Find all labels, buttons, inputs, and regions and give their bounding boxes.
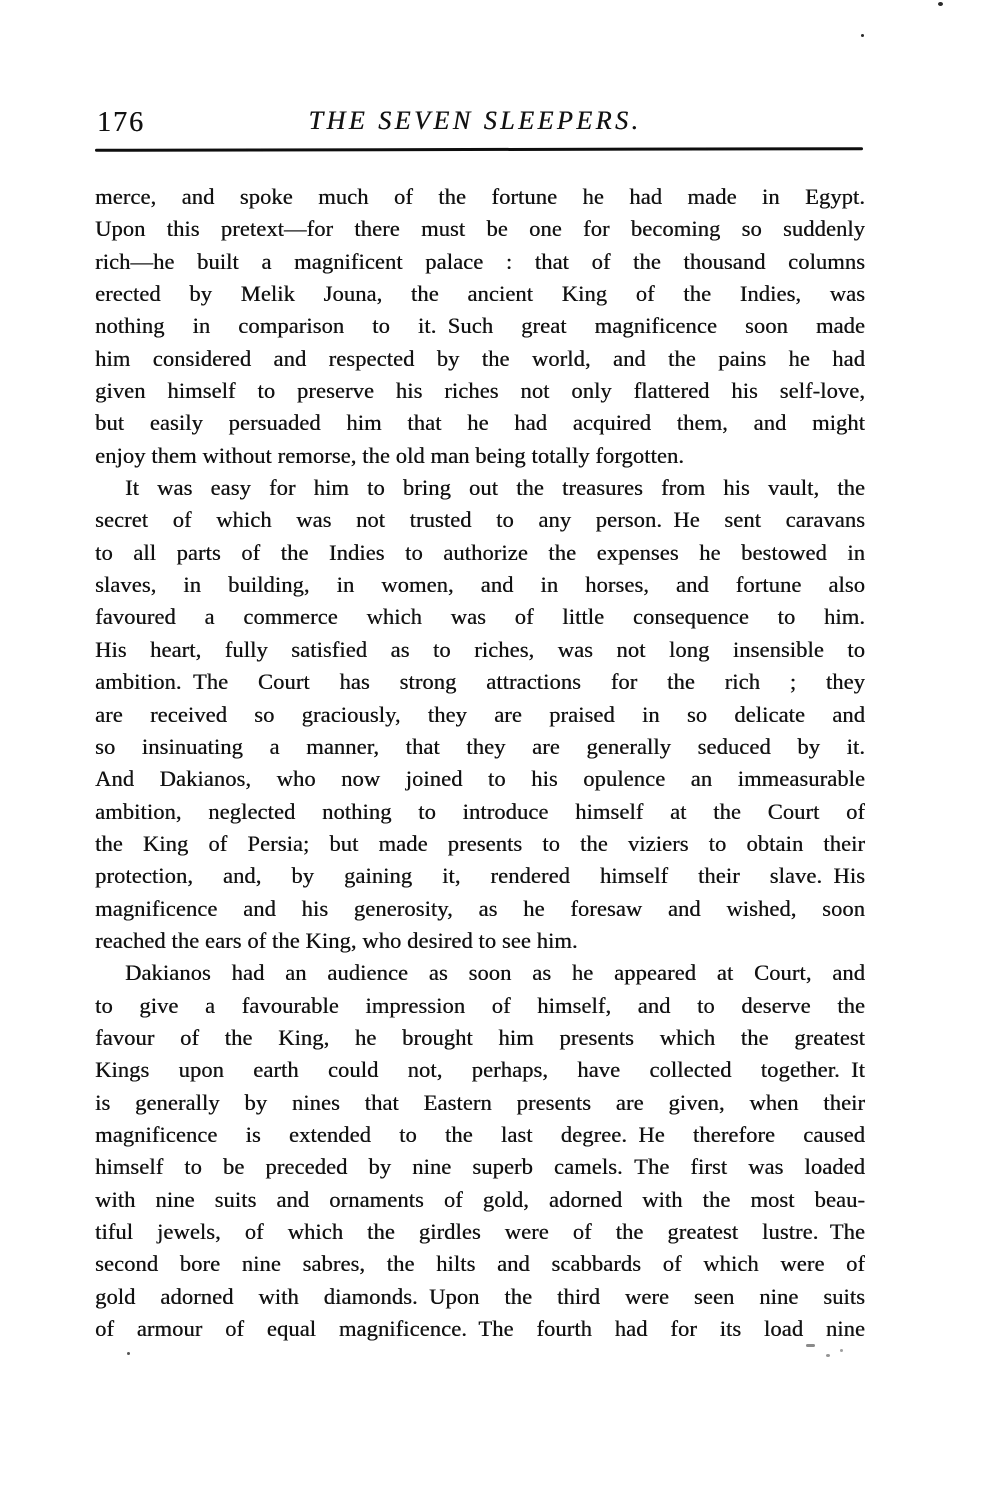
text-line: ambition. The Court has strong attractions for the rich ; they [95,669,865,695]
text-line: is generally by nines that Eastern presents are given, when their [95,1089,865,1115]
text-line: himself to be preceded by nine superb camels. The first was loaded [95,1154,865,1180]
text-line: It was easy for him to bring out the treasures from his vault, the [125,475,865,501]
text-line: magnificence and his generosity, as he foresaw and wished, soon [95,895,865,921]
text-line: secret of which was not trusted to any person. He sent caravans [95,507,865,533]
text-line: tiful jewels, of which the girdles were of the greatest lustre. The [95,1219,865,1244]
text-line: ambition, neglected nothing to introduce himself at the Court of [95,798,865,824]
text-line: so insinuating a manner, that they are generally seduced by it. [95,733,865,759]
scan-speck [826,1354,830,1357]
text-line: His heart, fully satisfied as to riches, was not long insensible to [95,636,865,662]
text-line: magnificence is extended to the last degree. He therefore caused [95,1121,865,1147]
text-line: slaves, in building, in women, and in horses, and fortune also [95,572,865,598]
text-line: reached the ears of the King, who desired to see him. [95,927,578,953]
scan-speck [938,2,943,6]
header-rule [95,147,863,152]
text-line: enjoy them without remorse, the old man being totally forgotten. [95,442,684,468]
scan-speck [840,1349,843,1352]
scan-speck [127,1352,130,1355]
text-line: Upon this pretext—for there must be one for becoming so suddenly [95,216,865,242]
page-header [95,103,865,145]
text-line: favoured a commerce which was of little consequence to him. [95,604,865,630]
scan-speck [806,1344,815,1347]
text-line: nothing in comparison to it. Such great magnificence soon made [95,313,865,339]
text-line: given himself to preserve his riches not only flattered his self-love, [95,378,865,404]
text-line: to give a favourable impression of himself, and to deserve the [95,992,865,1018]
text-line: favour of the King, he brought him presents which the greatest [95,1024,865,1050]
text-line: of armour of equal magnificence. The fourth had for its load nine [95,1316,865,1342]
text-line: but easily persuaded him that he had acquired them, and might [95,410,865,436]
text-line: protection, and, by gaining it, rendered himself their slave. His [95,863,865,889]
text-line: merce, and spoke much of the fortune he had made in Egypt. [95,184,865,209]
text-line: to all parts of the Indies to authorize the expenses he bestowed in [95,539,865,565]
page-body [95,181,865,1345]
text-line: are received so graciously, they are praised in so delicate and [95,701,865,727]
text-line: the King of Persia; but made presents to the viziers to obtain their [95,830,865,856]
text-line: second bore nine sabres, the hilts and scabbards of which were of [95,1251,865,1277]
text-line: him considered and respected by the world, and the pains he had [95,345,865,371]
text-line: Kings upon earth could not, perhaps, have collected together. It [95,1057,865,1083]
text-line: erected by Melik Jouna, the ancient King of the Indies, was [95,281,865,307]
scan-speck [861,34,864,37]
page-number: 176 [97,107,145,138]
text-line: rich—he built a magnificent palace : that of the thousand columns [95,248,865,274]
text-line: gold adorned with diamonds. Upon the third were seen nine suits [95,1283,865,1309]
text-line: Dakianos had an audience as soon as he appeared at Court, and [125,960,865,986]
text-line: And Dakianos, who now joined to his opulence an immeasurable [95,766,865,792]
running-title: THE SEVEN SLEEPERS. [308,106,642,135]
text-line: with nine suits and ornaments of gold, adorned with the most beau- [95,1186,865,1212]
